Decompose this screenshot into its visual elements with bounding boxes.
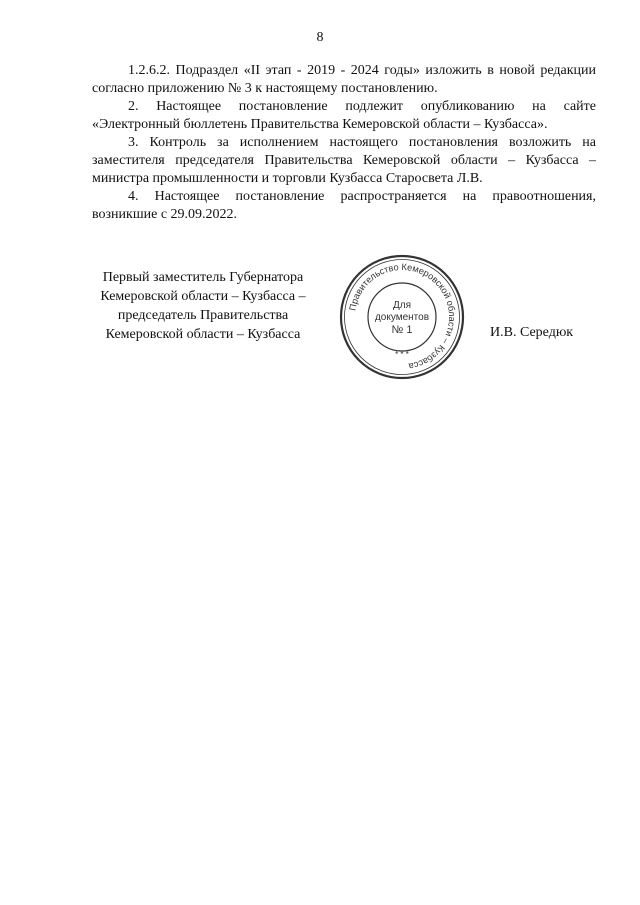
paragraph-publication: 2. Настоящее постановление подлежит опубликованию на сайте «Электронный бюллетень Правительства Кемеровской области – Кузбасса».	[92, 99, 596, 132]
seal-stars: * * *	[395, 350, 409, 359]
signatory-title-line: Кемеровской области – Кузбасса –	[100, 289, 306, 304]
signatory-title-line: председатель Правительства	[117, 308, 289, 323]
seal-center-line: документов	[374, 312, 430, 323]
paragraph-subsection-update: 1.2.6.2. Подраздел «II этап - 2019 - 2024 годы» изложить в новой редакции согласно приложению № 3 к настоящему постановлению.	[92, 63, 596, 96]
signatory-title-line: Первый заместитель Губернатора	[102, 270, 304, 285]
seal-center-line: Для	[392, 300, 412, 311]
signatory-title	[88, 268, 318, 344]
signer-name: И.В. Середюк	[490, 325, 574, 340]
paragraph-control: 3. Контроль за исполнением настоящего постановления возложить на заместителя председателя Правительства Кемеровской области – Кузбасса – министра промышленности и торговли Кузбасса Старосвета Л.В.	[92, 135, 596, 186]
document-body	[92, 62, 596, 224]
seal-ring-textpath: Правительство Кемеровской области – Кузбасса	[347, 261, 458, 372]
official-seal	[338, 253, 466, 381]
seal-graphic	[338, 253, 466, 381]
page-number: 8	[316, 30, 324, 45]
signatory-title-line: Кемеровской области – Кузбасса	[105, 327, 301, 342]
paragraph-effective-date: 4. Настоящее постановление распространяется на правоотношения, возникшие с 29.09.2022.	[92, 189, 596, 222]
seal-center-line: № 1	[391, 324, 413, 336]
